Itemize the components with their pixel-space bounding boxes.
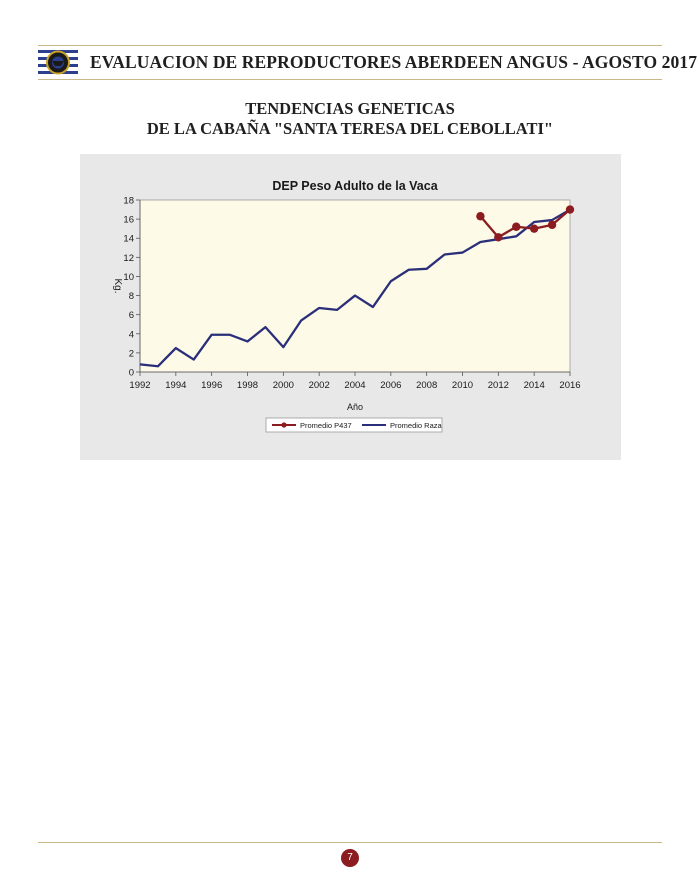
document-title: EVALUACION DE REPRODUCTORES ABERDEEN ANGUS - AGOSTO 2017 <box>90 52 698 72</box>
x-tick-label: 2008 <box>416 380 438 391</box>
x-tick-label: 1994 <box>165 380 187 391</box>
data-point-promedio-p437 <box>494 233 502 241</box>
chart-panel <box>80 154 621 460</box>
data-point-promedio-p437 <box>530 224 538 232</box>
y-tick-label: 6 <box>128 310 134 322</box>
x-tick-label: 1992 <box>129 380 151 391</box>
x-tick-label: 2006 <box>380 380 402 391</box>
section-title-line1: TENDENCIAS GENETICAS <box>245 99 455 118</box>
page-number: 7 <box>341 849 359 867</box>
y-tick-label: 14 <box>123 233 134 245</box>
x-tick-label: 1998 <box>236 380 259 391</box>
x-tick-label: 1996 <box>201 380 223 391</box>
x-tick-label: 2010 <box>451 380 474 391</box>
legend <box>266 418 443 432</box>
legend-marker <box>281 422 286 427</box>
data-point-promedio-p437 <box>566 205 574 213</box>
legend-label: Promedio Raza <box>390 420 442 430</box>
x-axis-label: Año <box>346 402 364 412</box>
x-tick-label: 2016 <box>559 380 581 391</box>
y-tick-label: 0 <box>128 367 134 379</box>
y-tick-label: 4 <box>128 329 134 341</box>
header-rule-bottom <box>38 79 662 80</box>
x-axis <box>129 372 580 391</box>
y-axis-label: Kg. <box>112 278 123 294</box>
y-axis <box>123 196 140 379</box>
y-tick-label: 8 <box>128 291 134 303</box>
y-tick-label: 2 <box>128 348 134 360</box>
y-tick-label: 12 <box>123 252 134 264</box>
section-title-line2: DE LA CABAÑA "SANTA TERESA DEL CEBOLLATI" <box>146 119 554 138</box>
footer-rule <box>38 842 662 843</box>
line-chart <box>80 154 621 460</box>
x-tick-label: 2012 <box>487 380 509 391</box>
y-tick-label: 16 <box>123 214 134 226</box>
legend-label: Promedio P437 <box>300 420 352 430</box>
x-tick-label: 2002 <box>308 380 330 391</box>
data-point-promedio-p437 <box>512 223 520 231</box>
header-rule-top <box>38 45 662 46</box>
y-tick-label: 18 <box>123 195 134 207</box>
logo-icon <box>38 47 78 78</box>
chart-title: DEP Peso Adulto de la Vaca <box>272 179 438 193</box>
data-point-promedio-p437 <box>548 221 556 229</box>
x-tick-label: 2004 <box>344 380 366 391</box>
data-point-promedio-p437 <box>476 212 484 220</box>
x-tick-label: 2000 <box>272 380 294 391</box>
x-tick-label: 2014 <box>523 380 545 391</box>
y-tick-label: 10 <box>123 271 134 283</box>
